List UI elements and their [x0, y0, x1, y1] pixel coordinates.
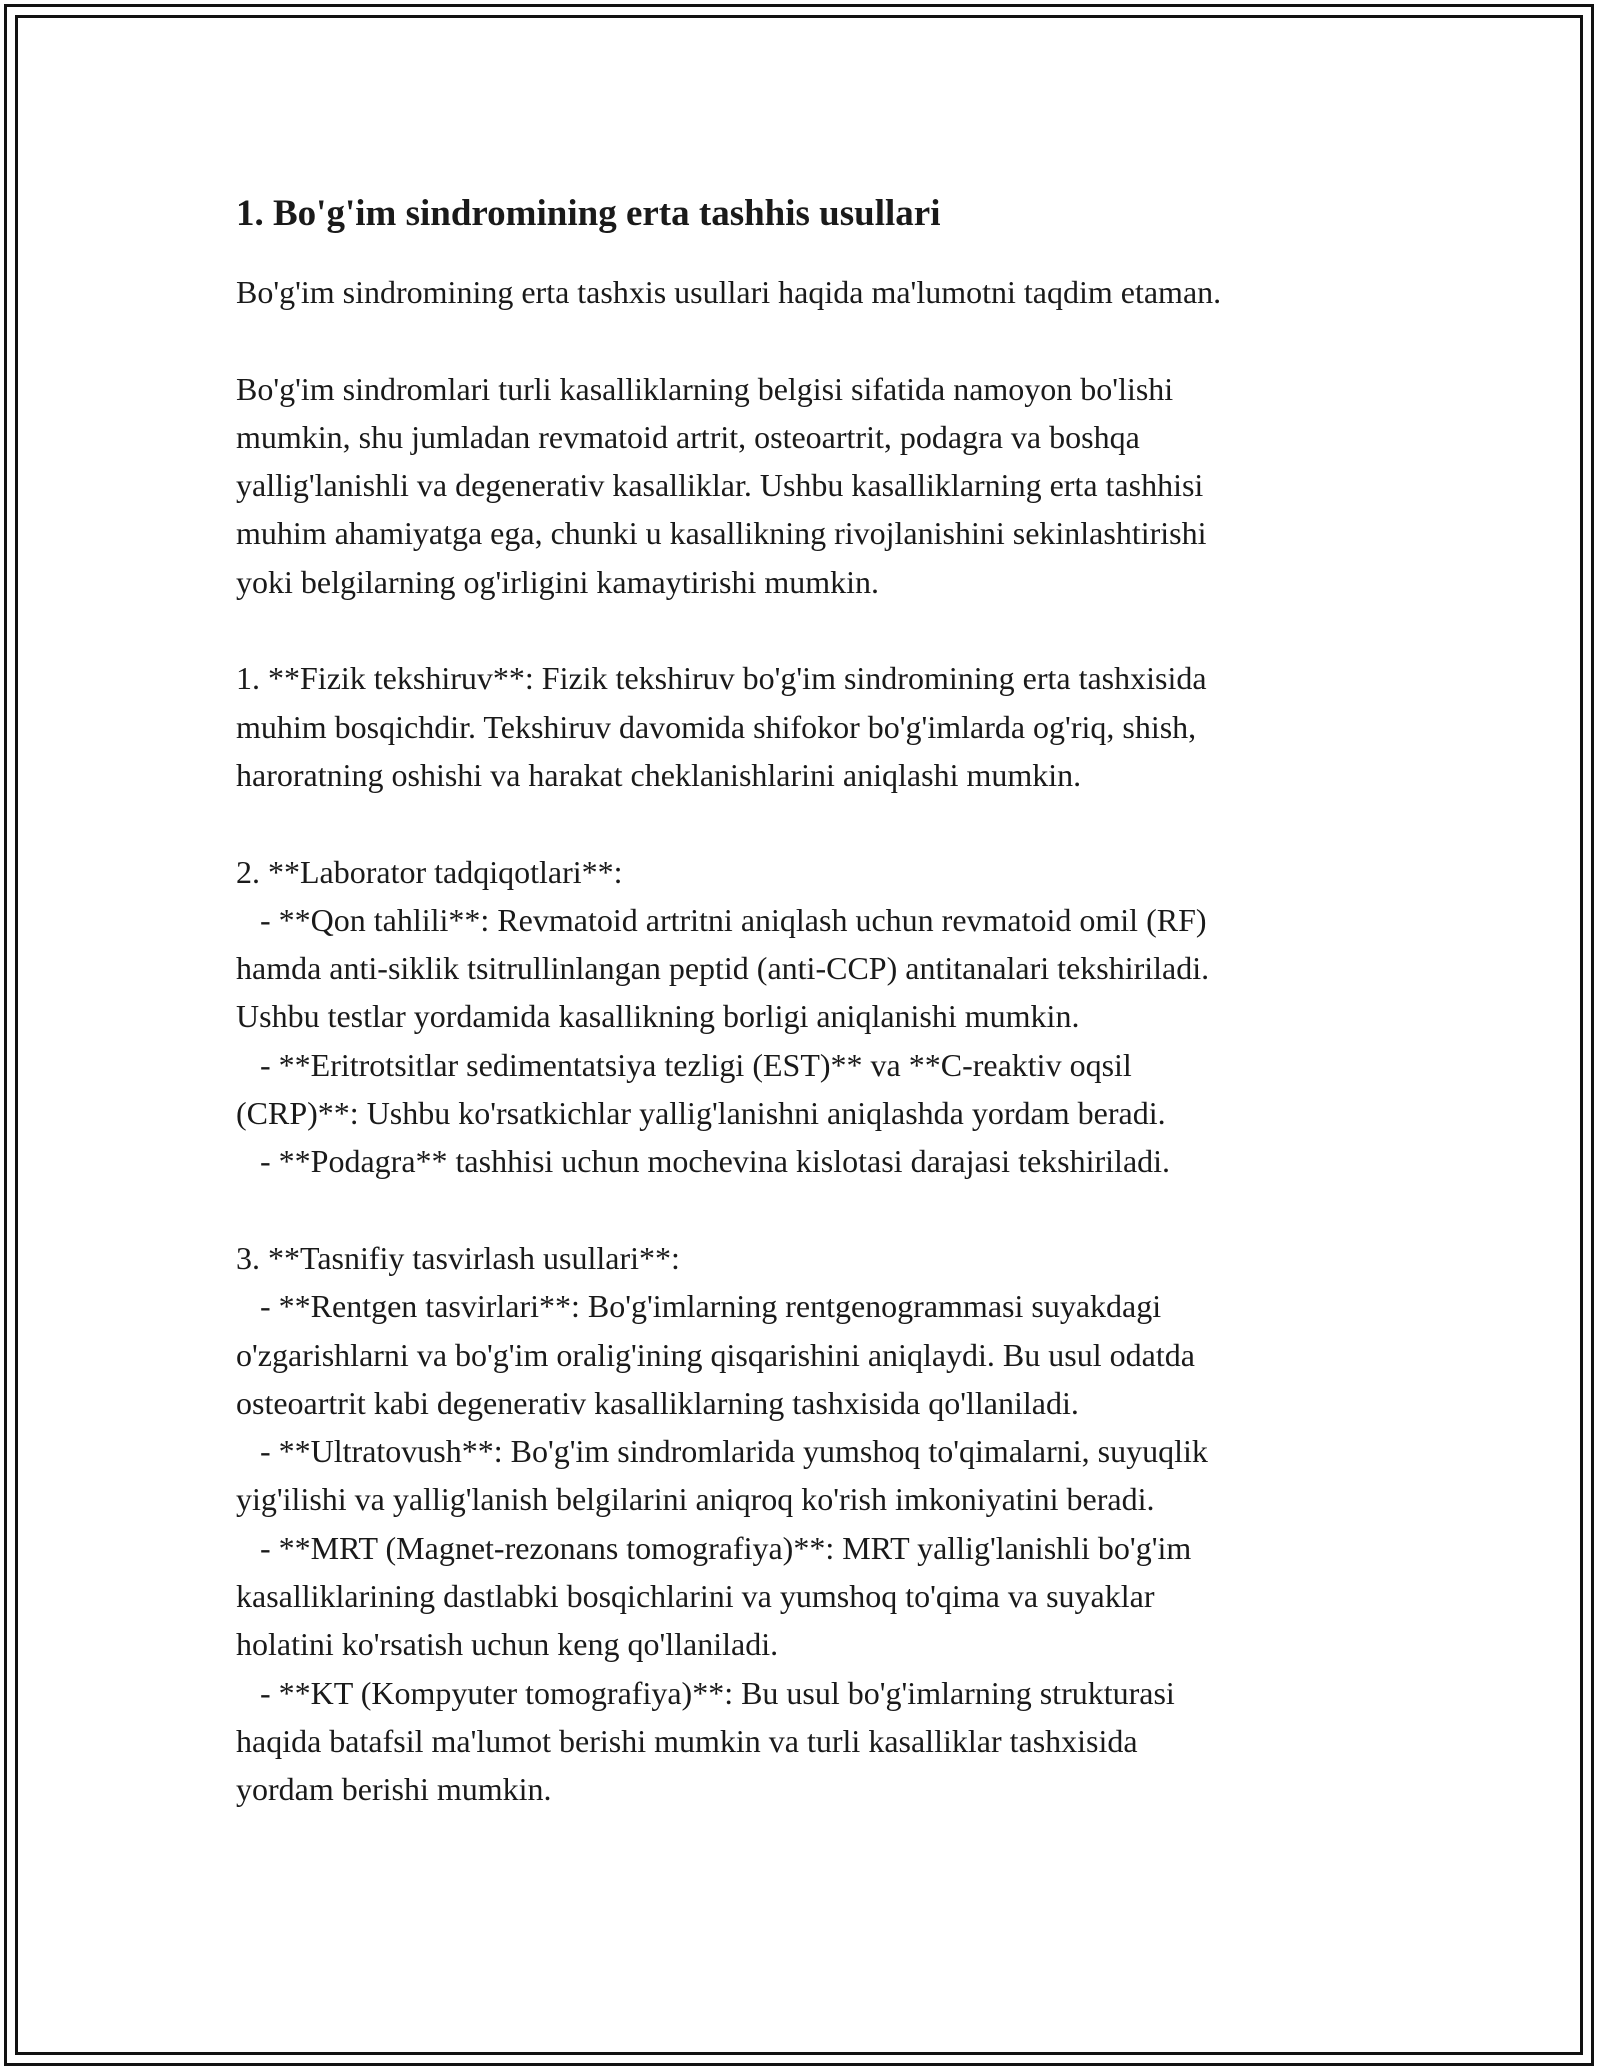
document-body [236, 180, 1406, 1814]
intro-paragraph: Bo'g'im sindromining erta tashxis usullari haqida ma'lumotni taqdim etaman. [236, 274, 1222, 310]
document-title: 1. Bo'g'im sindromining erta tashhis usullari [236, 193, 941, 234]
paragraph-gap [236, 1186, 1406, 1234]
paragraph-gap [236, 799, 1406, 847]
physical-exam-section: 1. **Fizik tekshiruv**: Fizik tekshiruv bo'g'im sindromining erta tashxisida muhim bosqichdir. Tekshiruv davomida shifokor bo'g'imlarda og'riq, shish, haroratning oshishi va harakat cheklanishlarini aniqlashi mumkin. [236, 660, 1207, 793]
paragraph-gap [236, 316, 1406, 364]
imaging-section: 3. **Tasnifiy tasvirlash usullari**: - **Rentgen tasvirlari**: Bo'g'imlarning rentgenogrammasi suyakdagi o'zgarishlarni va bo'g'im oralig'ining qisqarishini aniqlaydi. Bu usul odatda osteoartrit kabi degenerativ kasalliklarning tashxisida qo'llaniladi. - **Ultratovush**: Bo'g'im sindromlarida yumshoq to'qimalarni, suyuqlik yig'ilishi va yallig'lanish belgilarini aniqroq ko'rish imkoniyatini beradi. - **MRT (Magnet-rezonans tomografiya)**: MRT yallig'lanishli bo'g'im kasalliklarining dastlabki bosqichlarini va yumshoq to'qima va suyaklar holatini ko'rsatish uchun keng qo'llaniladi. - **KT (Kompyuter tomografiya)**: Bu usul bo'g'imlarning strukturasi haqida batafsil ma'lumot berishi mumkin va turli kasalliklar tashxisida yordam berishi mumkin. [236, 1239, 1208, 1808]
paragraph-gap [236, 606, 1406, 654]
laboratory-section: 2. **Laborator tadqiqotlari**: - **Qon tahlili**: Revmatoid artritni aniqlash uchun revmatoid omil (RF) hamda anti-siklik tsitrullinlangan peptid (anti-CCP) antitanalari tekshiriladi. Ushbu testlar yordamida kasallikning borligi aniqlanishi mumkin. - **Eritrotsitlar sedimentatsiya tezligi (EST)** va **C-reaktiv oqsil (CRP)**: Ushbu ko'rsatkichlar yallig'lanishni aniqlashda yordam beradi. - **Podagra** tashhisi uchun mochevina kislotasi darajasi tekshiriladi. [236, 853, 1210, 1180]
overview-paragraph: Bo'g'im sindromlari turli kasalliklarning belgisi sifatida namoyon bo'lishi mumkin, shu jumladan revmatoid artrit, osteoartrit, podagra va boshqa yallig'lanishli va degenerativ kasalliklar. Ushbu kasalliklarning erta tashhisi muhim ahamiyatga ega, chunki u kasallikning rivojlanishini sekinlashtirishi yoki belgilarning og'irligini kamaytirishi mumkin. [236, 370, 1207, 600]
